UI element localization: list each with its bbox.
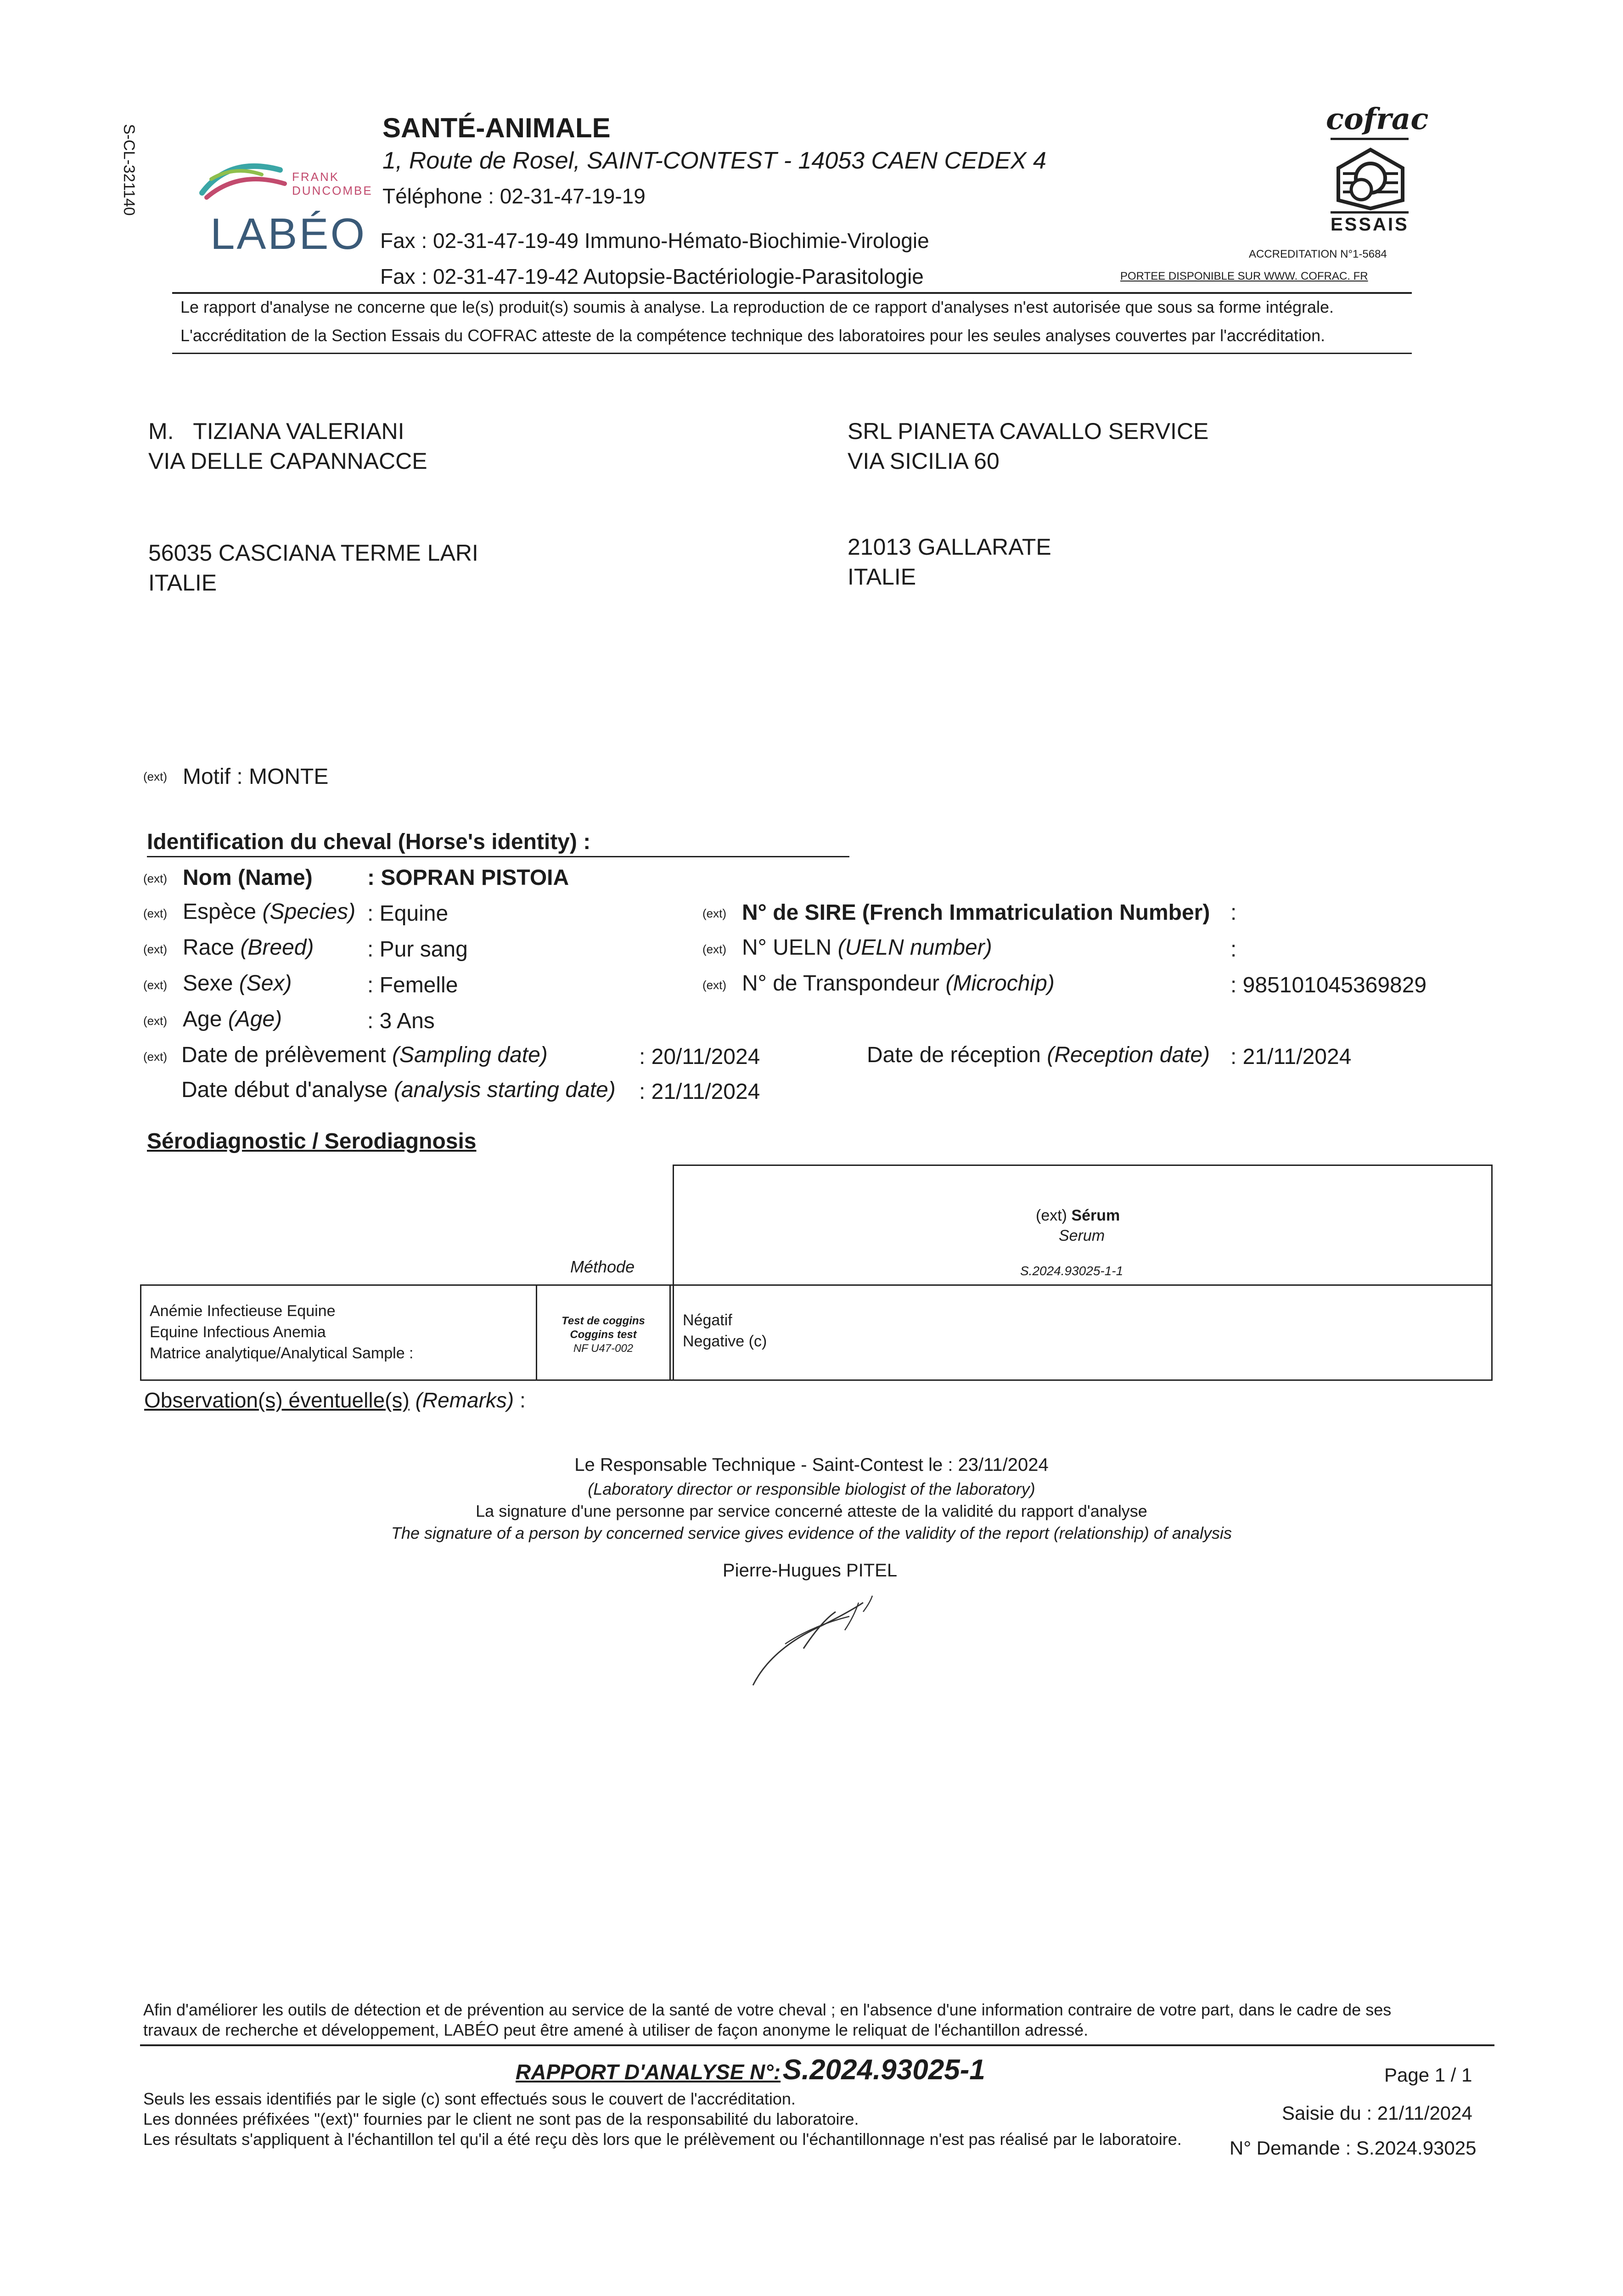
brand-subtitle-1: FRANK [292, 170, 340, 184]
labeo-logo-swoosh-icon [193, 147, 294, 211]
ext-tag: (ext) [143, 770, 167, 783]
transpondeur-value: : 985101045369829 [1230, 973, 1427, 997]
methode-header: Méthode [570, 1257, 635, 1276]
sexe-label-en: (Sex) [239, 971, 292, 996]
handwritten-signature-icon [744, 1584, 900, 1694]
ext-tag: (ext) [143, 872, 167, 885]
test-matrix: Matrice analytique/Analytical Sample : [150, 1345, 414, 1362]
ext-tag: (ext) [143, 1050, 167, 1064]
motif-value: MONTE [249, 765, 329, 789]
sexe-value: : Femelle [367, 973, 458, 997]
debut-analyse-label-en: (analysis starting date) [393, 1078, 616, 1102]
recipient-street: VIA SICILIA 60 [848, 448, 1000, 474]
prelevement-label: Date de prélèvement [181, 1043, 386, 1067]
nom-label: Nom (Name) [183, 866, 313, 890]
recipient-country: ITALIE [848, 564, 916, 590]
ext-tag: (ext) [702, 942, 726, 956]
sample-ext: (ext) [1036, 1207, 1067, 1224]
ext-tag: (ext) [702, 978, 726, 992]
lab-address: 1, Route de Rosel, SAINT-CONTEST - 14053 CAEN CEDEX 4 [382, 147, 1046, 174]
ext-tag: (ext) [702, 906, 726, 920]
observations-label: Observation(s) éventuelle(s) [144, 1388, 410, 1412]
ext-tag: (ext) [143, 942, 167, 956]
prelevement-label-en: (Sampling date) [392, 1043, 548, 1067]
sire-value: : [1230, 900, 1237, 925]
signatory-name: Pierre-Hugues PITEL [723, 1560, 898, 1581]
espece-label: Espèce [183, 900, 257, 924]
identification-title: Identification du cheval (Horse's identity) : [147, 830, 591, 854]
ext-tag: (ext) [143, 978, 167, 992]
debut-analyse-label-line [181, 1077, 616, 1103]
prelevement-label-line [181, 1042, 548, 1068]
lab-fax-1: Fax : 02-31-47-19-49 Immuno-Hémato-Biochimie-Virologie [380, 229, 929, 253]
owner-title: M. [148, 418, 174, 444]
report-label: RAPPORT D'ANALYSE N°: [516, 2060, 781, 2084]
nom-value: : SOPRAN PISTOIA [367, 866, 569, 890]
recipient-name: SRL PIANETA CAVALLO SERVICE [848, 418, 1209, 444]
observations-line [144, 1388, 526, 1412]
method-cell [537, 1314, 669, 1356]
department-title: SANTÉ-ANIMALE [382, 113, 611, 143]
serodiagnostic-title: Sérodiagnostic / Serodiagnosis [147, 1129, 477, 1154]
footer-note-1: Seuls les essais identifiés par le sigle (c) sont effectués sous le couvert de l'accréditation. [143, 2089, 796, 2108]
reception-value: : 21/11/2024 [1230, 1045, 1352, 1069]
recipient-city: 21013 GALLARATE [848, 534, 1051, 560]
race-value: : Pur sang [367, 937, 468, 962]
ext-tag: (ext) [143, 906, 167, 920]
sample-name: Sérum [1071, 1207, 1120, 1224]
ueln-label: N° UELN [742, 935, 832, 960]
transpondeur-label-line [742, 971, 1055, 996]
espece-value: : Equine [367, 901, 449, 926]
age-label: Age [183, 1007, 222, 1031]
cofrac-accreditation-number: ACCREDITATION N°1-5684 [1249, 248, 1387, 260]
cofrac-essais-label: ESSAIS [1331, 214, 1409, 235]
espece-label-en: (Species) [262, 900, 356, 924]
cofrac-emblem-icon [1334, 146, 1407, 210]
sexe-label-line [183, 971, 292, 996]
reception-label: Date de réception [867, 1043, 1041, 1067]
race-label-line [183, 935, 314, 960]
footer-note-3: Les résultats s'appliquent à l'échantillon tel qu'il a été reçu dès lors que le prélèvement ou l'échantillonnage n'est pas réalisé par le laboratoire. [143, 2130, 1182, 2149]
reception-label-line [867, 1042, 1210, 1068]
observations-colon: : [520, 1388, 526, 1412]
race-label-en: (Breed) [240, 935, 314, 960]
disclaimer-accreditation: L'accréditation de la Section Essais du COFRAC atteste de la compétence technique des laboratoires pour les seules analyses couvertes par l'accréditation. [180, 326, 1325, 345]
age-label-en: (Age) [228, 1007, 282, 1031]
race-label: Race [183, 935, 235, 960]
owner-street: VIA DELLE CAPANNACCE [148, 448, 427, 474]
sire-label: N° de SIRE (French Immatriculation Number) [742, 900, 1210, 925]
debut-analyse-value: : 21/11/2024 [639, 1080, 760, 1104]
ueln-label-line [742, 935, 992, 960]
sexe-label: Sexe [183, 971, 233, 996]
cofrac-logo-text: cofrac [1326, 102, 1429, 136]
ueln-value: : [1230, 937, 1237, 962]
espece-label-line [183, 899, 355, 924]
lab-fax-2: Fax : 02-31-47-19-42 Autopsie-Bactériologie-Parasitologie [380, 264, 924, 288]
result-en: Negative (c) [683, 1333, 767, 1350]
signature-responsable: Le Responsable Technique - Saint-Contest le : 23/11/2024 [574, 1455, 1049, 1475]
age-value: : 3 Ans [367, 1009, 435, 1033]
age-label-line [183, 1007, 282, 1032]
reception-label-en: (Reception date) [1047, 1043, 1210, 1067]
report-number: S.2024.93025-1 [782, 2054, 985, 2086]
transpondeur-label: N° de Transpondeur [742, 971, 940, 996]
demande-number: N° Demande : S.2024.93025 [1230, 2137, 1477, 2159]
cofrac-portee-link: PORTEE DISPONIBLE SUR WWW. COFRAC. FR [1120, 270, 1368, 282]
signature-validity-fr: La signature d'une personne par service concerné atteste de la validité du rapport d'analyse [476, 1502, 1147, 1520]
footer-notice-1: Afin d'améliorer les outils de détection et de prévention au service de la santé de votre cheval ; en l'absence d'une information contraire de votre part, dans le cadre de ses [143, 2000, 1392, 2019]
page-number: Page 1 / 1 [1384, 2064, 1472, 2086]
ueln-label-en: (UELN number) [837, 935, 992, 960]
footer-notice-2: travaux de recherche et développement, LABÉO peut être amené à utiliser de façon anonyme le reliquat de l'échantillon adressé. [143, 2020, 1089, 2039]
footer-note-2: Les données préfixées "(ext)" fournies par le client ne sont pas de la responsabilité du laboratoire. [143, 2110, 859, 2128]
sample-name-en: Serum [1059, 1227, 1105, 1244]
result-fr: Négatif [683, 1311, 732, 1329]
prelevement-value: : 20/11/2024 [639, 1045, 760, 1069]
sample-id: S.2024.93025-1-1 [1020, 1264, 1123, 1278]
method-name-fr: Test de coggins [562, 1315, 645, 1327]
disclaimer-report: Le rapport d'analyse ne concerne que le(s) produit(s) soumis à analyse. La reproduction de ce rapport d'analyses n'est autorisée que sous sa forme intégrale. [180, 298, 1334, 316]
owner-country: ITALIE [148, 570, 217, 596]
document-code: S-CL-321140 [120, 124, 138, 216]
motif-label: Motif : [183, 765, 243, 789]
lab-telephone: Téléphone : 02-31-47-19-19 [382, 184, 646, 208]
test-name-en: Equine Infectious Anemia [150, 1323, 326, 1341]
method-name-en: Coggins test [570, 1328, 637, 1341]
signature-validity-en: The signature of a person by concerned service gives evidence of the validity of the report (relationship) of analysis [391, 1524, 1232, 1542]
debut-analyse-label: Date début d'analyse [181, 1078, 388, 1102]
ext-tag: (ext) [143, 1014, 167, 1028]
method-norm: NF U47-002 [573, 1342, 634, 1355]
owner-name: TIZIANA VALERIANI [193, 418, 404, 444]
owner-city: 56035 CASCIANA TERME LARI [148, 540, 478, 566]
brand-subtitle-2: DUNCOMBE [292, 184, 373, 197]
test-name-fr: Anémie Infectieuse Equine [150, 1302, 336, 1320]
report-number-line [516, 2054, 985, 2086]
brand-name: LABÉO [210, 209, 367, 259]
owner-name-line [148, 418, 404, 445]
observations-label-en: (Remarks) [415, 1388, 514, 1412]
saisie-date: Saisie du : 21/11/2024 [1282, 2102, 1472, 2124]
transpondeur-label-en: (Microchip) [945, 971, 1055, 996]
signature-role-en: (Laboratory director or responsible biologist of the laboratory) [588, 1480, 1035, 1498]
sample-header-line [1036, 1207, 1120, 1225]
motif-line [183, 764, 328, 789]
